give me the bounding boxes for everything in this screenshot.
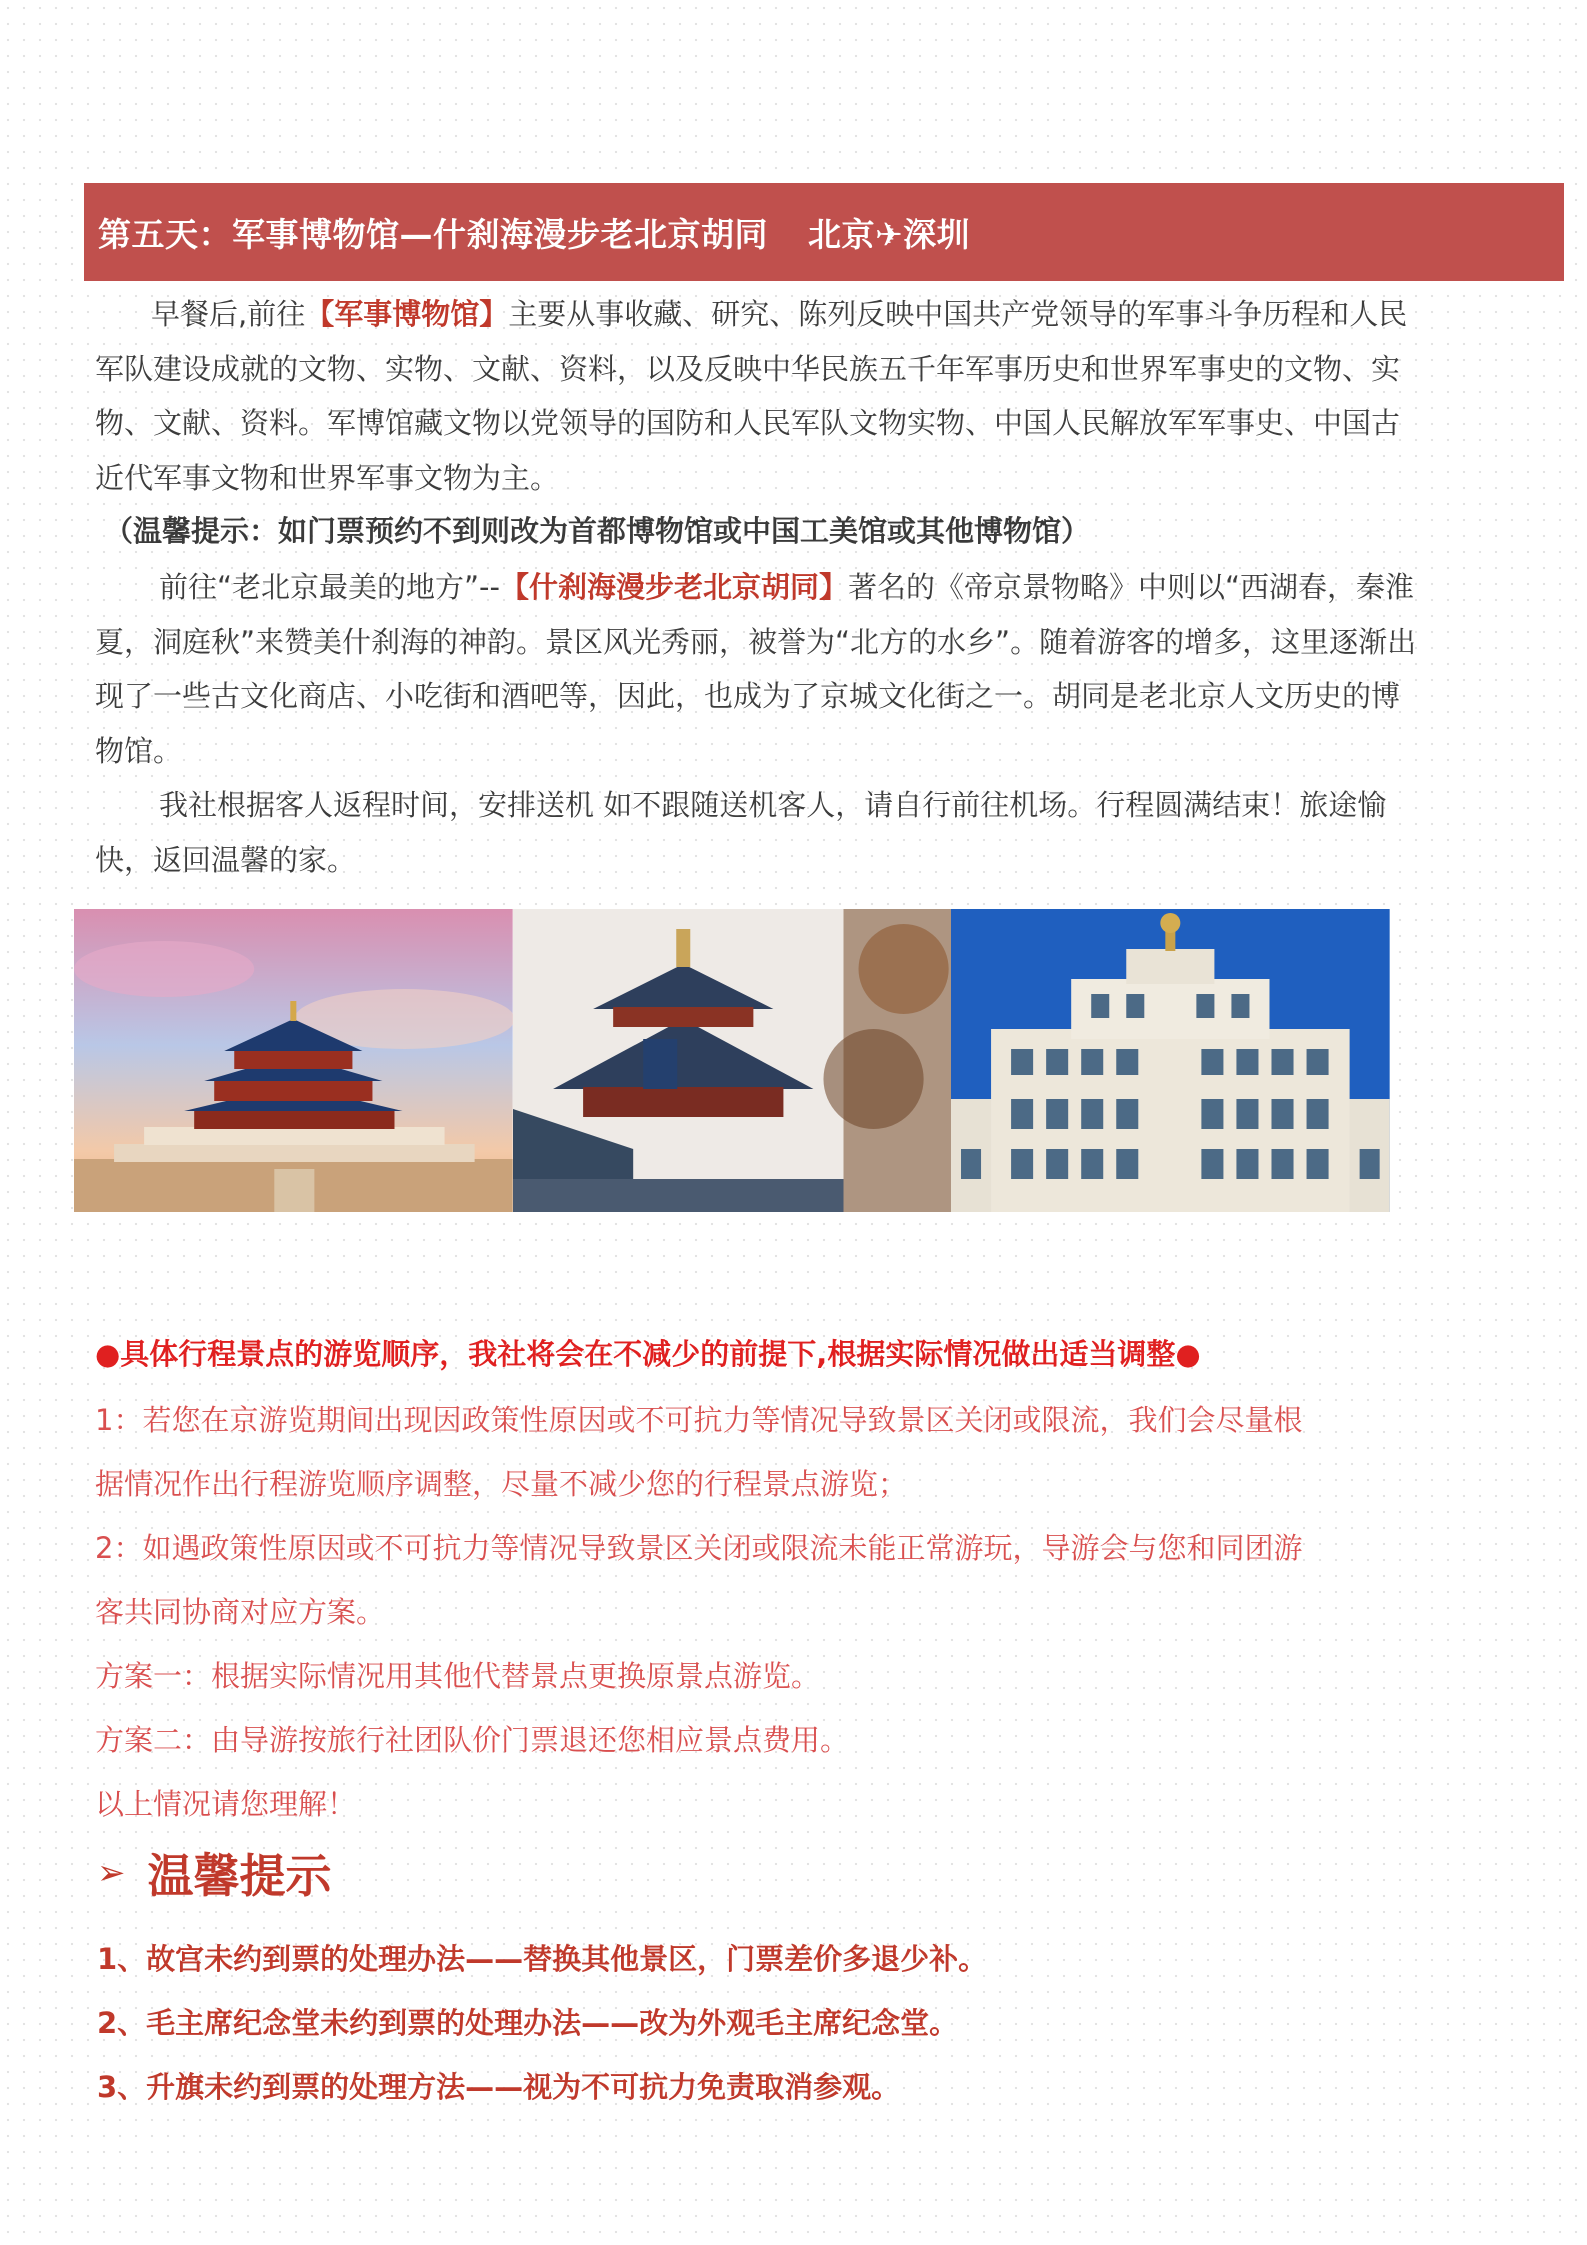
notice-line: 客共同协商对应方案。 <box>95 1595 386 1629</box>
museum-description: 主要从事收藏、研究、陈列反映中国共产党领导的军事斗争历程和人民军队建设成就的文物、实物、文献、资料，以及反映中华民族五千年军事历史和世界军事史的文物、实物、文献、资料。军博馆藏文物以党领导的国防和人民军队文物实物、中国人民解放军军事史、中国古近代军事文物和世界军事文物为主。 <box>95 297 1408 495</box>
itinerary-notice-list <box>95 1388 1425 1836</box>
notice-line: 据情况作出行程游览顺序调整，尽量不减少您的行程景点游览； <box>95 1467 908 1501</box>
tips-item: 2、毛主席纪念堂未约到票的处理办法——改为外观毛主席纪念堂。 <box>97 2006 959 2040</box>
shichahai-description: 著名的《帝京景物略》中则以“西湖春，秦淮夏，洞庭秋”来赞美什刹海的神韵。景区风光秀丽，被誉为“北方的水乡”。随着游客的增多，这里逐渐出现了一些古文化商店、小吃街和酒吧等，因此，也成为了京城文化街之一。胡同是老北京人文历史的博物馆。 <box>95 570 1417 768</box>
tips-item: 1、故宫未约到票的处理办法——替换其他景区，门票差价多退少补。 <box>97 1942 988 1976</box>
museum-intro: 早餐后,前往 <box>151 297 306 331</box>
tips-item: 3、升旗未约到票的处理方法——视为不可抗力免责取消参观。 <box>97 2070 901 2104</box>
temple-of-heaven-photo <box>74 909 513 1212</box>
museum-paragraph <box>95 287 1420 505</box>
day-title: 第五天：军事博物馆—什刹海漫步老北京胡同 <box>98 214 768 254</box>
notice-line: 方案一：根据实际情况用其他代替景点更换原景点游览。 <box>95 1659 821 1693</box>
day-header <box>84 183 1564 281</box>
museum-tip-note: （温馨提示：如门票预约不到则改为首都博物馆或中国工美馆或其他博物馆） <box>104 514 1091 548</box>
notice-line: 以上情况请您理解！ <box>95 1787 357 1821</box>
notice-line: 1：若您在京游览期间出现因政策性原因或不可抗力等情况导致景区关闭或限流，我们会尽量根 <box>95 1403 1303 1437</box>
arrow-bullet-icon: ➢ <box>97 1853 126 1893</box>
notice-line: 方案二：由导游按旅行社团队价门票退还您相应景点费用。 <box>95 1723 850 1757</box>
departure-paragraph: 我社根据客人返程时间，安排送机 如不跟随送机客人，请自行前往机场。行程圆满结束！旅途愉快，返回温馨的家。 <box>95 788 1387 877</box>
photo-strip <box>74 909 1390 1212</box>
notice-line: 2：如遇政策性原因或不可抗力等情况导致景区关闭或限流未能正常游玩，导游会与您和同团游 <box>95 1531 1303 1565</box>
military-museum-photo <box>951 909 1390 1212</box>
itinerary-order-notice-title: ●具体行程景点的游览顺序，我社将会在不减少的前提下,根据实际情况做出适当调整● <box>95 1337 1201 1371</box>
tips-heading-text: 温馨提示 <box>147 1849 332 1903</box>
shichahai-paragraph <box>95 560 1420 778</box>
temple-closeup-photo <box>513 909 952 1212</box>
tips-list <box>97 1927 987 2119</box>
tips-heading <box>97 1838 332 1908</box>
shichahai-intro: 前往“老北京最美的地方”-- <box>159 570 500 604</box>
day-route: 北京✈深圳 <box>808 214 971 254</box>
museum-highlight: 【军事博物馆】 <box>305 297 509 331</box>
shichahai-highlight: 【什刹海漫步老北京胡同】 <box>499 570 848 604</box>
